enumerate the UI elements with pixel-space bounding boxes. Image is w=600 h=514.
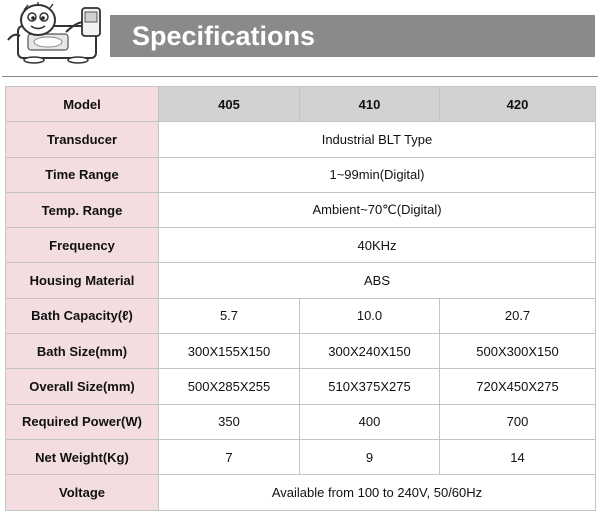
row-label: Time Range	[6, 157, 159, 192]
table-cell: 720X450X275	[440, 369, 596, 404]
table-row	[6, 369, 596, 404]
model-column-header: 420	[440, 87, 596, 122]
table-row	[6, 404, 596, 439]
row-label: Transducer	[6, 122, 159, 157]
header-divider	[2, 76, 598, 77]
table-cell: 700	[440, 404, 596, 439]
table-row	[6, 475, 596, 510]
row-label: Temp. Range	[6, 192, 159, 227]
table-row	[6, 192, 596, 227]
table-header-row	[6, 87, 596, 122]
table-cell: 500X300X150	[440, 334, 596, 369]
page-title: Specifications	[132, 21, 316, 51]
table-cell: 300X240X150	[300, 334, 440, 369]
table-cell: 300X155X150	[159, 334, 300, 369]
row-label: Bath Capacity(ℓ)	[6, 298, 159, 333]
table-row	[6, 439, 596, 474]
table-cell: ABS	[159, 263, 596, 298]
row-label: Housing Material	[6, 263, 159, 298]
model-label: Model	[6, 87, 159, 122]
table-row	[6, 157, 596, 192]
table-cell: Industrial BLT Type	[159, 122, 596, 157]
table-cell: 10.0	[300, 298, 440, 333]
table-cell: 510X375X275	[300, 369, 440, 404]
model-column-header: 410	[300, 87, 440, 122]
specifications-table-body	[6, 87, 596, 511]
table-cell: 20.7	[440, 298, 596, 333]
table-cell: 350	[159, 404, 300, 439]
table-row	[6, 122, 596, 157]
model-column-header: 405	[159, 87, 300, 122]
row-label: Overall Size(mm)	[6, 369, 159, 404]
table-cell: 7	[159, 439, 300, 474]
table-cell: 14	[440, 439, 596, 474]
specifications-table	[5, 86, 596, 511]
table-cell: Ambient~70℃(Digital)	[159, 192, 596, 227]
row-label: Voltage	[6, 475, 159, 510]
row-label: Net Weight(Kg)	[6, 439, 159, 474]
table-cell: 40KHz	[159, 228, 596, 263]
table-cell: Available from 100 to 240V, 50/60Hz	[159, 475, 596, 510]
page-header	[0, 0, 600, 75]
table-cell: 5.7	[159, 298, 300, 333]
title-bar	[110, 15, 595, 57]
table-row	[6, 263, 596, 298]
table-row	[6, 228, 596, 263]
table-row	[6, 298, 596, 333]
cartoon-mascot-icon	[4, 2, 104, 64]
table-cell: 9	[300, 439, 440, 474]
table-row	[6, 334, 596, 369]
row-label: Required Power(W)	[6, 404, 159, 439]
table-cell: 400	[300, 404, 440, 439]
row-label: Bath Size(mm)	[6, 334, 159, 369]
table-cell: 1~99min(Digital)	[159, 157, 596, 192]
row-label: Frequency	[6, 228, 159, 263]
table-cell: 500X285X255	[159, 369, 300, 404]
